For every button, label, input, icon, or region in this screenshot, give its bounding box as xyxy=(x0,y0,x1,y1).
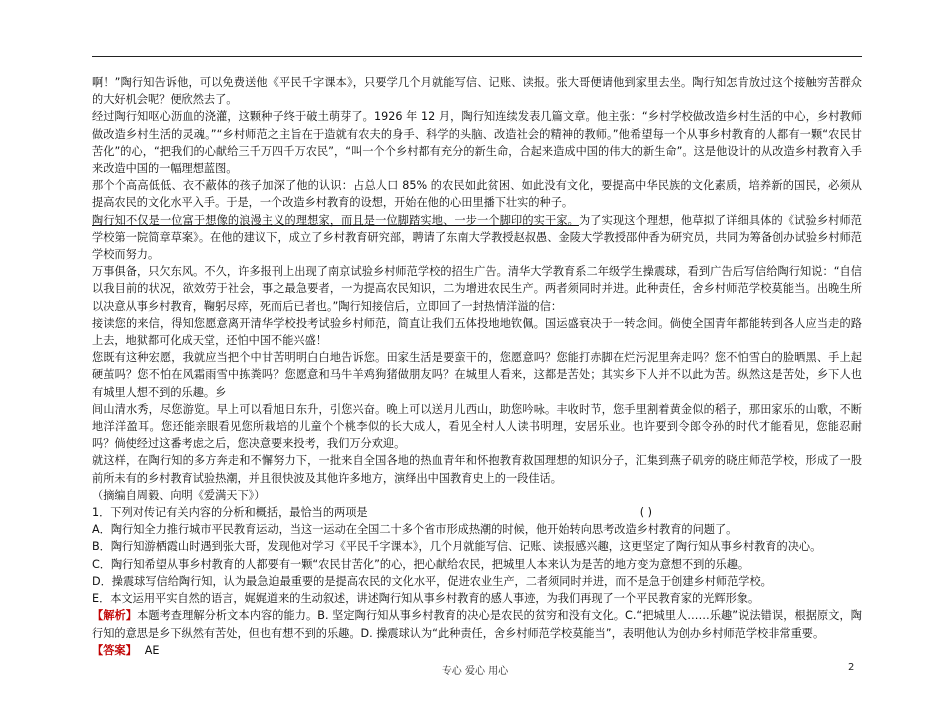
header-rule xyxy=(92,56,862,57)
paragraph-4-rest: 为了实现这个理想，他草拟了详细具体的《试验乡村师范学校第一院简章草案》。在他的建议下，成立了乡村教育研究部，聘请了东南大学教授赵叔愚、金陵大学教授邵仲香为研究员，共同为筹备创办试验乡村师范学校而努力。 xyxy=(92,213,862,262)
page-number: 2 xyxy=(848,662,855,673)
option-c: C．陶行知希望从事乡村教育的人都要有一颗“农民甘苦化”的心，把心献给农民，把城里人本来认为是苦的地方变为意想不到的乐趣。 xyxy=(92,557,750,571)
question-stem: 1．下列对传记有关内容的分析和概括，最恰当的两项是 xyxy=(92,506,368,520)
question-1 xyxy=(92,504,652,521)
paragraph-9: 就这样，在陶行知的多方奔走和不懈努力下，一批来自全国各地的热血青年和怀抱教育救国理想的知识分子，汇集到燕子矶旁的晓庄师范学校，形成了一股前所未有的乡村教育试验热潮，并且很快波及其他许多地方，演绎出中国教育史上的一段佳话。 xyxy=(92,454,862,485)
option-a: A．陶行知全力推行城市平民教育运动，当这一运动在全国二十多个省市形成热潮的时候，他开始转向思考改造乡村教育的问题了。 xyxy=(92,523,738,537)
answer-tag: 【答案】 xyxy=(92,643,137,657)
source-citation: （摘编自周毅、向明《爱满天下》） xyxy=(92,488,266,502)
option-d: D．操震球写信给陶行知，认为最急迫最重要的是提高农民的文化水平，促进农业生产，二者须同时并进，而不是急于创建乡村师范学校。 xyxy=(92,574,772,588)
answer-blank: ( ) xyxy=(639,506,652,520)
footer-motto: 专心 爱心 用心 xyxy=(441,666,509,677)
paragraph-1: 啊！”陶行知告诉他，可以免费送他《平民千字课本》，只要学几个月就能写信、记账、读报。张大哥便请他到家里去坐。陶行知怎肯放过这个接触穷苦群众的大好机会呢？便欣然去了。 xyxy=(92,76,862,107)
answer xyxy=(92,642,862,659)
paragraph-4 xyxy=(92,212,862,264)
paragraph-3: 那个个高高低低、衣不蔽体的孩子加深了他的认识：占总人口 85% 的农民如此贫困、如此没有文化，要提高中华民族的文化素质，培养新的国民，必须从提高农民的文化水平入手。于是，一个改造乡村教育的设想，开始在他的心田里播下壮实的种子。 xyxy=(92,179,862,210)
document-body xyxy=(92,74,862,659)
paragraph-6: 接读您的来信，得知您愿意离开清华学校投考试验乡村师范，简直让我们五体投地地钦佩。国运盛衰决于一转念间。倘使全国青年都能转到各人应当走的路上去，地狱都可化成天堂，还怕中国不能兴盛！ xyxy=(92,316,862,348)
analysis-tag: 【解析】 xyxy=(92,609,138,623)
paragraph-7: 您既有这种宏愿，我就应当把个中甘苦明明白白地告诉您。田家生活是要蛮干的，您愿意吗？您能打赤脚在烂污泥里奔走吗？您不怕雪白的脸晒黑、手上起硬茧吗？您不怕在风霜雨雪中拣粪吗？您愿意和马牛羊鸡狗猪做朋友吗？在城里人看来，这都是苦处；其实乡下人并不以此为苦。纵然这是苦处，乡下人也有城里人想不到的乐趣。乡 xyxy=(92,351,862,399)
option-b: B．陶行知游栖霞山时遇到张大哥，发现他对学习《平民千字课本》，几个月就能写信、记账、读报感兴趣，这更坚定了陶行知从事乡村教育的决心。 xyxy=(92,540,822,554)
underlined-sentence: 陶行知不仅是一位富于想像的浪漫主义的理想家，而且是一位脚踏实地、一步一个脚印的实干家。 xyxy=(92,213,579,227)
analysis-text: 本题考查理解分析文本内容的能力。B. 坚定陶行知从事乡村教育的决心是农民的贫穷和没有文化。C.“把城里人……乐趣”说法错误，根据原文，陶行知的意思是乡下纵然有苦处，但也有想不到的乐趣。D. 操震球认为“此种责任，舍乡村师范学校莫能当”，表明他认为创办乡村师范学校非常重要。 xyxy=(92,609,862,640)
analysis xyxy=(92,607,862,641)
option-e: E．本文运用平实自然的语言，娓娓道来的生动叙述，讲述陶行知从事乡村教育的感人事迹，为我们再现了一个平民教育家的光辉形象。 xyxy=(92,592,760,606)
paragraph-8: 间山清水秀，尽您游览。早上可以看旭日东升，引您兴奋。晚上可以送月儿西山，助您吟咏。丰收时节，您手里割着黄金似的稻子，那田家乐的山歌，不断地洋洋盈耳。您还能亲眼看见您所栽培的儿童个个桃李似的长大成人，看见全村人人读书明理，安居乐业。也许要到令郎令孙的时代才能看见，您能忍耐吗？倘使经过这番考虑之后，您决意要来投考，我们万分欢迎。 xyxy=(92,402,862,451)
paragraph-5: 万事俱备，只欠东风。不久，许多报刊上出现了南京试验乡村师范学校的招生广告。清华大学教育系二年级学生操震球，看到广告后写信给陶行知说：“自信以我目前的状况，欲效劳于社会，事之最急要者，一为提高农民知识，二为增进农民生产。两者须同时并进。此种责任，舍乡村师范学校莫能当。出晚生所以决意从事乡村教育，鞠躬尽瘁，死而后已者也。”陶行知接信后，立即回了一封热情洋溢的信： xyxy=(92,265,862,313)
answer-text: AE xyxy=(144,643,160,657)
paragraph-2: 经过陶行知呕心沥血的浇灌，这颗种子终于破土萌芽了。1926 年 12 月，陶行知连续发表几篇文章。他主张：“乡村学校做改造乡村生活的中心，乡村教师做改造乡村生活的灵魂。”“乡村师范之主旨在于造就有农夫的身手、科学的头脑、改造社会的精神的教师。”他希望每一个从事乡村教育的人都有一颗“农民甘苦化”的心，“把我们的心献给三千万四千万农民”，“叫一个个乡村都有充分的新生命，合起来造成中国的伟大的新生命”。这是他设计的从改造乡村教育入手来改造中国的一幅理想蓝图。 xyxy=(92,110,862,176)
